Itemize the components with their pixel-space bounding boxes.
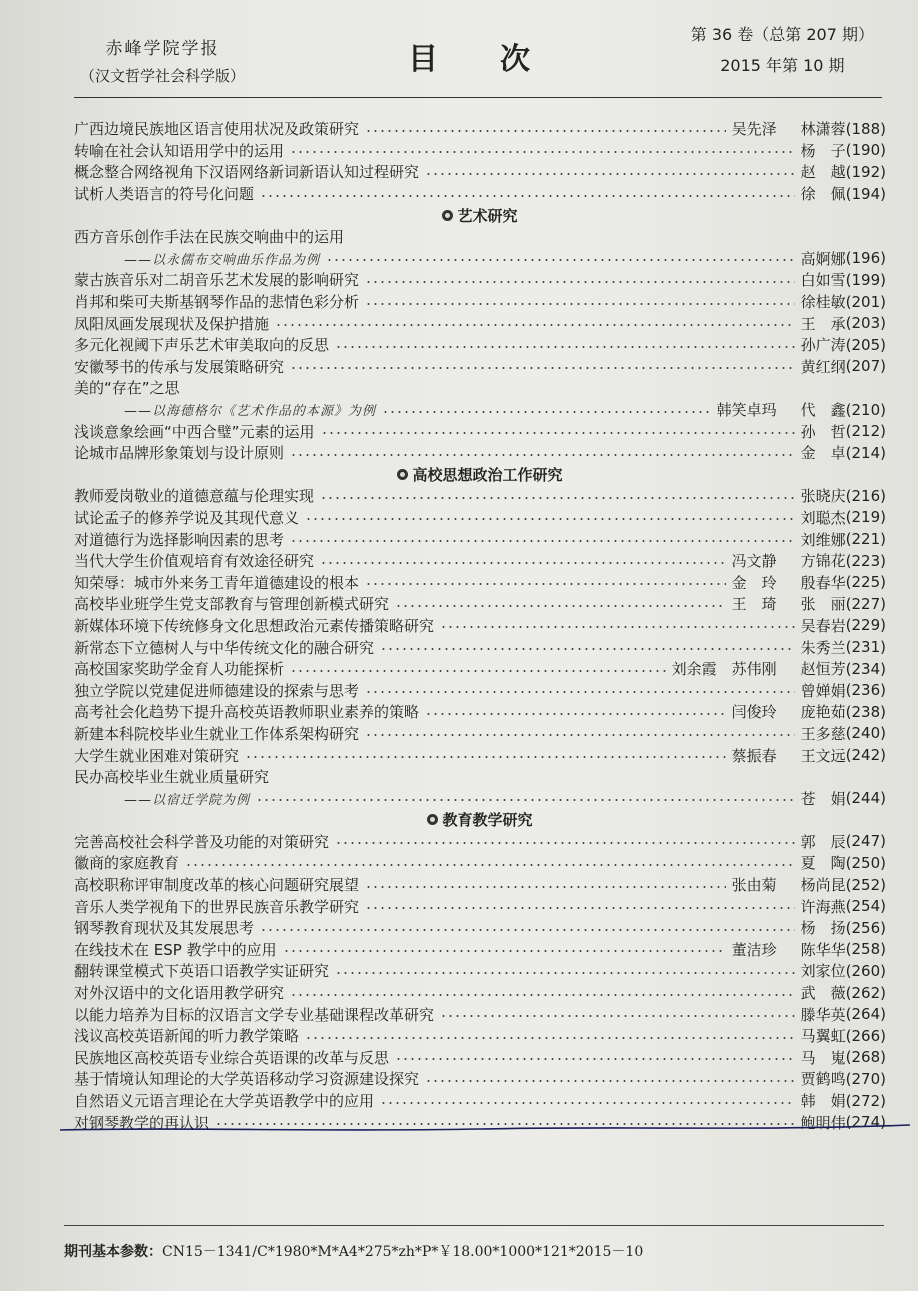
leader-dots	[305, 1037, 795, 1039]
entry-page-number: (219)	[845, 508, 886, 527]
entry-author: 金 卓	[800, 444, 846, 463]
leader-dots	[395, 1058, 795, 1060]
entry-page-number: (199)	[845, 270, 886, 289]
entry-author: 杨 子	[800, 141, 846, 160]
entry-title: 论城市品牌形象策划与设计原则	[74, 444, 285, 463]
entry-title: 高考社会化趋势下提升高校英语教师职业素养的策略	[74, 703, 420, 722]
entry-title: 试析人类语言的符号化问题	[74, 185, 255, 204]
toc-entry	[74, 248, 886, 270]
toc-entry	[74, 140, 886, 162]
toc-entry	[74, 269, 886, 291]
entry-page-number: (190)	[845, 141, 886, 160]
leader-dots	[335, 972, 795, 974]
entry-title: 民办高校毕业生就业质量研究	[74, 768, 270, 787]
entry-author: 马 嵬	[800, 1048, 846, 1067]
leader-dots	[260, 929, 795, 931]
entry-title: 广西边境民族地区语言使用状况及政策研究	[74, 120, 360, 139]
toc-entry	[74, 787, 886, 809]
entry-title: 对道德行为选择影响因素的思考	[74, 530, 285, 549]
toc-entry	[74, 831, 886, 853]
entry-title: 在线技术在 ESP 教学中的应用	[74, 940, 277, 959]
toc-entry	[74, 291, 886, 313]
leader-dots	[365, 130, 726, 132]
entry-author: 鲍明伟	[800, 1113, 846, 1132]
entry-page-number: (192)	[845, 162, 886, 181]
toc-entry	[74, 723, 886, 745]
leader-dots	[290, 540, 795, 542]
entry-title: 高校毕业班学生党支部教育与管理创新模式研究	[74, 595, 390, 614]
toc-title-line	[74, 377, 886, 399]
entry-page-number: (236)	[845, 681, 886, 700]
entry-author: 代 鑫	[800, 401, 846, 420]
toc-entry	[74, 593, 886, 615]
entry-author: 贾鹤鸣	[800, 1070, 846, 1089]
entry-title: 浅谈意象绘画“中西合璧”元素的运用	[74, 422, 315, 441]
entry-title: 凤阳凤画发展现状及保护措施	[74, 314, 270, 333]
toc-title-line	[74, 766, 886, 788]
toc-entry	[74, 982, 886, 1004]
entry-author: 王多慈	[800, 724, 846, 743]
leader-dots	[365, 281, 795, 283]
entry-title: 独立学院以党建促进师德建设的探索与思考	[74, 681, 360, 700]
entry-title: 翻转课堂模式下英语口语教学实证研究	[74, 962, 330, 981]
leader-dots	[440, 1015, 795, 1017]
leader-dots	[382, 411, 711, 413]
entry-title: 肖邦和柴可夫斯基钢琴作品的悲情色彩分析	[74, 293, 360, 312]
toc-entry	[74, 399, 886, 421]
volume-label: 第 36 卷（总第 207 期）	[690, 25, 874, 44]
section-heading	[74, 204, 886, 226]
toc-entry	[74, 1003, 886, 1025]
entry-author: 孙 哲	[800, 422, 846, 441]
entry-title: 民族地区高校英语专业综合英语课的改革与反思	[74, 1048, 390, 1067]
entry-author: 方锦花	[800, 552, 846, 571]
entry-page-number: (207)	[845, 357, 886, 376]
section-title: 教育教学研究	[442, 811, 533, 830]
journal-parameters	[64, 1241, 643, 1261]
journal-name-block	[80, 34, 245, 86]
entry-author: 王文远	[800, 746, 846, 765]
entry-title: 新常态下立德树人与中华传统文化的融合研究	[74, 638, 375, 657]
entry-coauthor: 闫俊玲	[731, 703, 777, 722]
toc-entry	[74, 161, 886, 183]
toc-entry	[74, 334, 886, 356]
leader-dots	[290, 454, 795, 456]
leader-dots	[283, 950, 726, 952]
entry-page-number: (252)	[845, 875, 886, 894]
entry-coauthor: 吴先泽	[731, 120, 777, 139]
entry-coauthor: 蔡振春	[731, 746, 777, 765]
journal-name: 赤峰学院学报	[105, 39, 220, 59]
entry-page-number: (223)	[845, 551, 886, 570]
entry-author: 马翼虹	[800, 1027, 846, 1046]
entry-author: 武 薇	[800, 984, 846, 1003]
leader-dots	[365, 907, 795, 909]
entry-author: 郭 辰	[800, 832, 846, 851]
entry-page-number: (240)	[845, 724, 886, 743]
handwritten-underline	[60, 1121, 910, 1135]
entry-page-number: (234)	[845, 659, 886, 678]
entry-page-number: (250)	[845, 853, 886, 872]
entry-page-number: (266)	[845, 1026, 886, 1045]
entry-author: 苍 娟	[800, 789, 846, 808]
entry-title: 以能力培养为目标的汉语言文学专业基础课程改革研究	[74, 1005, 435, 1024]
leader-dots	[335, 842, 795, 844]
section-bullet-icon	[397, 469, 408, 480]
entry-title: 蒙古族音乐对二胡音乐艺术发展的影响研究	[74, 271, 360, 290]
leader-dots	[290, 670, 666, 672]
leader-dots	[440, 626, 795, 628]
leader-dots	[380, 1102, 795, 1104]
entry-author: 张 丽	[800, 595, 846, 614]
entry-coauthor: 董洁珍	[731, 940, 777, 959]
section-bullet-icon	[442, 210, 453, 221]
toc-entry	[74, 118, 886, 140]
entry-author: 庞艳茹	[800, 703, 846, 722]
entry-title: 钢琴教育现状及其发展思考	[74, 919, 255, 938]
entry-page-number: (268)	[845, 1048, 886, 1067]
toc-entry	[74, 550, 886, 572]
entry-page-number: (221)	[845, 530, 886, 549]
entry-title: 对外汉语中的文化语用教学研究	[74, 984, 285, 1003]
toc-entry	[74, 485, 886, 507]
issue-label: 2015 年第 10 期	[720, 56, 845, 75]
toc-entry	[74, 183, 886, 205]
entry-page-number: (227)	[845, 594, 886, 613]
entry-title: 对钢琴教学的再认识	[74, 1113, 210, 1132]
leader-dots	[245, 756, 726, 758]
leader-dots	[365, 303, 795, 305]
entry-title: 自然语义元语言理论在大学英语教学中的应用	[74, 1092, 375, 1111]
toc-entry	[74, 615, 886, 637]
entry-page-number: (238)	[845, 702, 886, 721]
footer-divider	[64, 1225, 884, 1226]
leader-dots	[320, 562, 726, 564]
entry-page-number: (196)	[845, 249, 886, 268]
leader-dots	[335, 346, 795, 348]
leader-dots	[380, 648, 795, 650]
toc-entry	[74, 1025, 886, 1047]
entry-author: 徐桂敏	[800, 293, 846, 312]
entry-author: 徐 佩	[800, 185, 846, 204]
entry-author: 林潇蓉	[800, 120, 846, 139]
leader-dots	[395, 605, 726, 607]
entry-title: 新建本科院校毕业生就业工作体系架构研究	[74, 724, 360, 743]
toc-entry	[74, 1047, 886, 1069]
entry-subtitle: ——以宿迁学院为例	[124, 792, 251, 808]
toc-entry	[74, 636, 886, 658]
entry-page-number: (229)	[845, 616, 886, 635]
leader-dots	[365, 691, 795, 693]
entry-author: 白如雪	[800, 271, 846, 290]
entry-author: 孙广涛	[800, 336, 846, 355]
entry-coauthor: 王 琦	[731, 595, 777, 614]
section-heading	[74, 809, 886, 831]
toc-entry	[74, 507, 886, 529]
entry-page-number: (212)	[845, 422, 886, 441]
entry-title: 徽商的家庭教育	[74, 854, 180, 873]
entry-page-number: (244)	[845, 789, 886, 808]
entry-page-number: (201)	[845, 292, 886, 311]
toc-entry	[74, 874, 886, 896]
entry-coauthor: 冯文静	[731, 552, 777, 571]
section-title: 艺术研究	[457, 206, 518, 225]
entry-page-number: (194)	[845, 184, 886, 203]
leader-dots	[305, 518, 795, 520]
toc-entry	[74, 917, 886, 939]
entry-page-number: (274)	[845, 1113, 886, 1132]
entry-author: 刘聪杰	[800, 508, 846, 527]
entry-author: 王 承	[800, 314, 846, 333]
entry-author: 刘家位	[800, 962, 846, 981]
leader-dots	[321, 432, 795, 434]
leader-dots	[290, 151, 795, 153]
leader-dots	[365, 734, 795, 736]
entry-subtitle: ——以海德格尔《艺术作品的本源》为例	[124, 404, 377, 420]
entry-author: 夏 陶	[800, 854, 846, 873]
entry-author: 张晓庆	[800, 487, 846, 506]
leader-dots	[425, 173, 795, 175]
entry-author: 朱秀兰	[800, 638, 846, 657]
entry-author: 殷春华	[800, 573, 846, 592]
journal-edition: （汉文哲学社会科学版）	[80, 67, 246, 85]
section-heading	[74, 464, 886, 486]
toc-entry	[74, 1090, 886, 1112]
entry-author: 吴春岩	[800, 616, 846, 635]
entry-page-number: (205)	[845, 335, 886, 354]
entry-title: 概念整合网络视角下汉语网络新词新语认知过程研究	[74, 163, 420, 182]
entry-title: 高校职称评审制度改革的核心问题研究展望	[74, 876, 360, 895]
issue-info	[691, 22, 874, 76]
leader-dots	[320, 497, 795, 499]
entry-page-number: (270)	[845, 1069, 886, 1088]
toc-title-line	[74, 226, 886, 248]
entry-subtitle: ——以永儒布交响曲乐作品为例	[124, 252, 321, 268]
entry-title: 浅议高校英语新闻的听力教学策略	[74, 1027, 300, 1046]
section-title: 高校思想政治工作研究	[412, 465, 563, 484]
table-of-contents	[74, 118, 886, 1133]
entry-title: 基于情境认知理论的大学英语移动学习资源建设探究	[74, 1070, 420, 1089]
header-divider	[74, 97, 882, 98]
entry-title: 当代大学生价值观培育有效途径研究	[74, 552, 315, 571]
entry-title: 新媒体环境下传统修身文化思想政治元素传播策略研究	[74, 616, 435, 635]
page-title: 目次	[408, 42, 592, 77]
entry-title: 转喻在社会认知语用学中的运用	[74, 141, 285, 160]
leader-dots	[275, 324, 795, 326]
entry-page-number: (216)	[845, 486, 886, 505]
entry-coauthor: 韩笑卓玛	[716, 401, 777, 420]
entry-author: 曾婵娟	[800, 681, 846, 700]
entry-title: 西方音乐创作手法在民族交响曲中的运用	[74, 228, 345, 247]
entry-page-number: (210)	[845, 400, 886, 419]
toc-entry	[74, 658, 886, 680]
entry-title: 完善高校社会科学普及功能的对策研究	[74, 832, 330, 851]
parameters-label: 期刊基本参数：	[64, 1244, 162, 1260]
entry-page-number: (254)	[845, 897, 886, 916]
entry-coauthor: 张由菊	[731, 876, 777, 895]
toc-entry	[74, 939, 886, 961]
entry-coauthor: 刘余霞 苏伟刚	[671, 660, 777, 679]
leader-dots	[290, 994, 795, 996]
entry-page-number: (272)	[845, 1091, 886, 1110]
entry-author: 赵 越	[800, 163, 846, 182]
entry-author: 赵恒芳	[800, 660, 846, 679]
leader-dots	[425, 1080, 795, 1082]
entry-page-number: (231)	[845, 638, 886, 657]
leader-dots	[260, 195, 795, 197]
leader-dots	[365, 886, 726, 888]
leader-dots	[185, 864, 795, 866]
entry-page-number: (247)	[845, 832, 886, 851]
entry-page-number: (242)	[845, 746, 886, 765]
entry-title: 知荣辱：城市外来务工青年道德建设的根本	[74, 573, 360, 592]
toc-entry	[74, 571, 886, 593]
entry-page-number: (203)	[845, 314, 886, 333]
entry-author: 杨尚昆	[800, 876, 846, 895]
leader-dots	[290, 367, 795, 369]
entry-author: 高婀娜	[800, 249, 846, 268]
toc-entry	[74, 895, 886, 917]
parameters-value: CN15－1341/C*1980*M*A4*275*zh*P*￥18.00*1000*121*2015－10	[162, 1244, 644, 1260]
entry-author: 陈华华	[800, 940, 846, 959]
toc-entry	[74, 528, 886, 550]
entry-author: 许海燕	[800, 897, 846, 916]
toc-entry	[74, 960, 886, 982]
toc-entry	[74, 701, 886, 723]
leader-dots	[326, 259, 795, 261]
leader-dots	[425, 713, 726, 715]
entry-page-number: (214)	[845, 443, 886, 462]
entry-title: 美的“存在”之思	[74, 379, 180, 398]
entry-author: 韩 娟	[800, 1092, 846, 1111]
toc-entry	[74, 1068, 886, 1090]
toc-entry	[74, 744, 886, 766]
entry-page-number: (188)	[845, 119, 886, 138]
section-bullet-icon	[427, 814, 438, 825]
entry-title: 高校国家奖助学金育人功能探析	[74, 660, 285, 679]
leader-dots	[256, 799, 795, 801]
toc-entry	[74, 312, 886, 334]
entry-page-number: (256)	[845, 918, 886, 937]
entry-author: 黄红纲	[800, 357, 846, 376]
entry-title: 教师爱岗敬业的道德意蕴与伦理实现	[74, 487, 315, 506]
toc-entry	[74, 420, 886, 442]
entry-page-number: (264)	[845, 1005, 886, 1024]
toc-entry	[74, 679, 886, 701]
toc-entry	[74, 356, 886, 378]
entry-coauthor: 金 玲	[731, 573, 777, 592]
toc-entry	[74, 852, 886, 874]
entry-author: 杨 扬	[800, 919, 846, 938]
leader-dots	[365, 583, 726, 585]
entry-title: 音乐人类学视角下的世界民族音乐教学研究	[74, 897, 360, 916]
entry-title: 安徽琴书的传承与发展策略研究	[74, 357, 285, 376]
entry-title: 多元化视阈下声乐艺术审美取向的反思	[74, 336, 330, 355]
entry-page-number: (262)	[845, 983, 886, 1002]
entry-page-number: (225)	[845, 573, 886, 592]
entry-page-number: (258)	[845, 940, 886, 959]
entry-title: 试论孟子的修养学说及其现代意义	[74, 508, 300, 527]
entry-author: 滕华英	[800, 1005, 846, 1024]
entry-author: 刘维娜	[800, 530, 846, 549]
toc-entry	[74, 442, 886, 464]
entry-page-number: (260)	[845, 961, 886, 980]
entry-title: 大学生就业困难对策研究	[74, 746, 240, 765]
